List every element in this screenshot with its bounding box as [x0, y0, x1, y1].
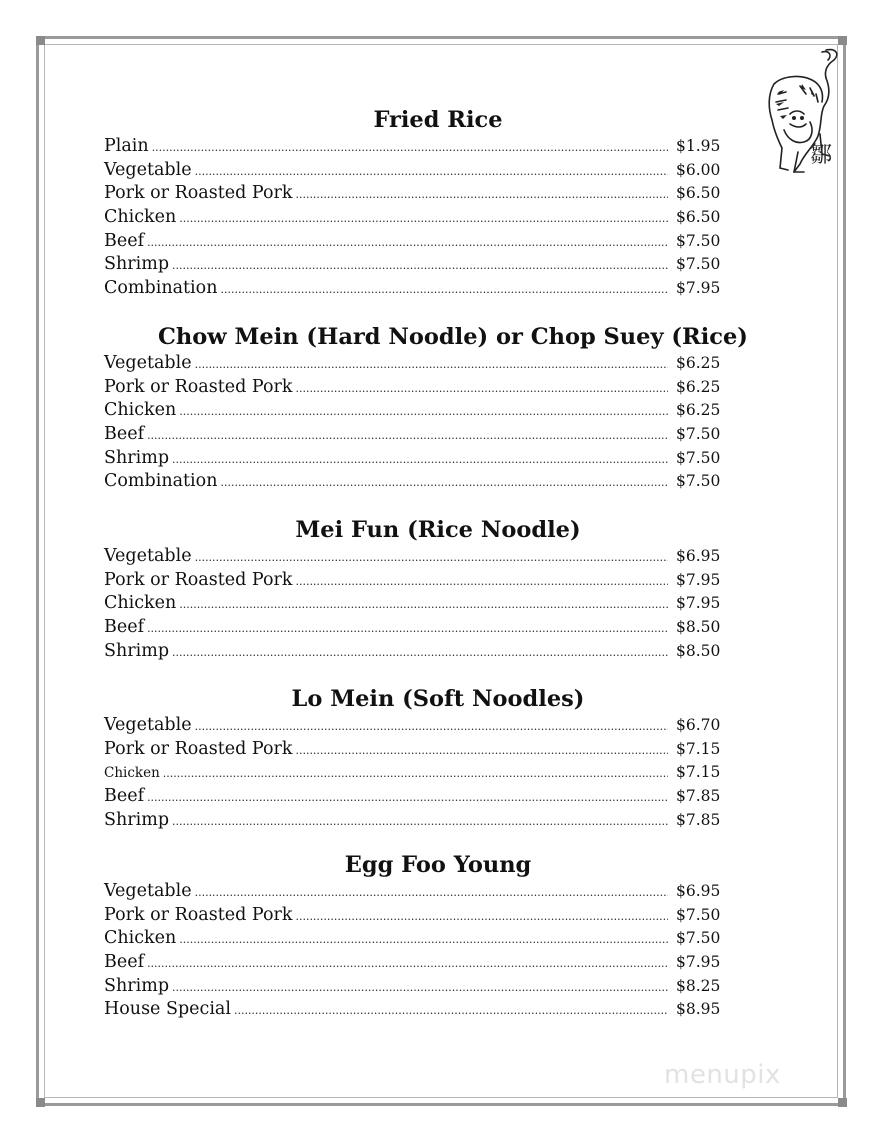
menu-item [104, 761, 721, 785]
dot-leader [195, 353, 668, 377]
item-name: Shrimp [104, 640, 170, 661]
dot-leader [172, 810, 668, 834]
item-price: $7.50 [676, 231, 721, 250]
menu-item [104, 904, 721, 928]
menu-item [104, 975, 721, 999]
item-name: Pork or Roasted Pork [104, 183, 293, 204]
item-price: $7.50 [676, 425, 721, 444]
dot-leader [195, 160, 668, 184]
dot-leader [295, 377, 668, 401]
dot-leader [179, 400, 668, 424]
dot-leader [179, 207, 668, 231]
item-price: $6.25 [676, 377, 721, 396]
dot-leader [163, 762, 668, 786]
section-title: Chow Mein (Hard Noodle) or Chop Suey (Rice) [158, 324, 748, 350]
menu-item [104, 352, 721, 376]
item-name: Chicken [104, 593, 177, 614]
item-name: Vegetable [104, 159, 192, 180]
menu-item [104, 423, 721, 447]
menu-item [104, 809, 721, 833]
item-price: $7.15 [676, 763, 721, 782]
item-price: $6.25 [676, 401, 721, 420]
dot-leader [152, 136, 668, 160]
section-fried-rice [104, 105, 721, 301]
dot-leader [195, 546, 668, 570]
section-mei-fun [104, 515, 721, 663]
item-price: $7.85 [676, 787, 721, 806]
item-name: Pork or Roasted Pork [104, 738, 293, 759]
item-name: Chicken [104, 400, 177, 421]
corner-ornament [838, 1098, 847, 1107]
item-price: $7.95 [676, 594, 721, 613]
item-name: Beef [104, 230, 145, 251]
item-name: Shrimp [104, 975, 170, 996]
watermark: menupix [664, 1060, 781, 1090]
menu-item [104, 785, 721, 809]
dot-leader [172, 976, 668, 1000]
menu-item [104, 399, 721, 423]
section-title: Egg Foo Young [344, 852, 532, 878]
menu-item [104, 569, 721, 593]
item-name: Beef [104, 617, 145, 638]
corner-ornament [36, 1098, 45, 1107]
item-name: Beef [104, 952, 145, 973]
dot-leader [147, 786, 668, 810]
menu-item [104, 253, 721, 277]
dot-leader [179, 928, 668, 952]
item-price: $7.95 [676, 570, 721, 589]
item-price: $8.95 [676, 1000, 721, 1019]
dot-leader [295, 183, 668, 207]
section-chow-mein [104, 322, 748, 494]
dot-leader [172, 641, 668, 665]
item-name: Plain [104, 136, 149, 156]
item-name: Shrimp [104, 254, 170, 275]
logo-character: 鄒 [810, 143, 833, 168]
dot-leader [295, 905, 668, 929]
item-price: $7.95 [676, 953, 721, 972]
item-price: $7.50 [676, 905, 721, 924]
item-price: $6.50 [676, 184, 721, 203]
item-name: Chicken [104, 928, 177, 949]
dot-leader [195, 715, 668, 739]
section-title: Fried Rice [373, 107, 503, 133]
item-name: Shrimp [104, 447, 170, 468]
dot-leader [172, 254, 668, 278]
item-price: $6.95 [676, 547, 721, 565]
dot-leader [147, 231, 668, 255]
item-name: Vegetable [104, 715, 192, 735]
menu-item [104, 738, 721, 762]
dot-leader [195, 881, 668, 905]
item-name: Beef [104, 786, 145, 807]
item-name: Vegetable [104, 546, 192, 566]
item-name: Chicken [104, 765, 160, 782]
item-name: Shrimp [104, 809, 170, 830]
dot-leader [172, 448, 668, 472]
menu-item [104, 206, 721, 230]
dot-leader [295, 739, 668, 763]
item-price: $6.25 [676, 354, 721, 372]
item-name: Beef [104, 424, 145, 445]
menu-item [104, 182, 721, 206]
item-price: $7.15 [676, 739, 721, 758]
dot-leader [220, 278, 668, 302]
menu-item [104, 277, 721, 301]
tiger-icon [760, 44, 842, 179]
tiger-logo [760, 44, 842, 179]
dot-leader [147, 617, 668, 641]
item-price: $8.50 [676, 618, 721, 637]
menu-item [104, 447, 721, 471]
item-price: $8.25 [676, 976, 721, 995]
item-name: Pork or Roasted Pork [104, 904, 293, 925]
dot-leader [220, 471, 668, 495]
item-price: $8.50 [676, 641, 721, 660]
dot-leader [147, 952, 668, 976]
menu-item [104, 159, 721, 183]
item-name: Vegetable [104, 881, 192, 901]
item-price: $1.95 [676, 137, 721, 155]
item-price: $6.95 [676, 882, 721, 900]
dot-leader [179, 593, 668, 617]
menu-item [104, 927, 721, 951]
item-name: House Special [104, 999, 231, 1020]
item-price: $6.70 [676, 716, 721, 734]
item-price: $7.85 [676, 810, 721, 829]
menu-item [104, 880, 721, 904]
menu-item [104, 376, 721, 400]
corner-ornament [36, 36, 45, 45]
item-price: $7.50 [676, 929, 721, 948]
item-price: $6.00 [676, 160, 721, 179]
item-price: $7.50 [676, 448, 721, 467]
item-price: $7.95 [676, 279, 721, 298]
menu-item [104, 545, 721, 569]
menu-item [104, 616, 721, 640]
dot-leader [295, 570, 668, 594]
section-egg-foo-young [104, 850, 721, 1022]
item-name: Combination [104, 278, 218, 299]
item-price: $7.50 [676, 255, 721, 274]
menu-item [104, 135, 721, 159]
menu-item [104, 951, 721, 975]
dot-leader [147, 424, 668, 448]
item-price: $6.50 [676, 208, 721, 227]
item-name: Pork or Roasted Pork [104, 376, 293, 397]
menu-item [104, 998, 721, 1022]
item-name: Pork or Roasted Pork [104, 569, 293, 590]
menu-item [104, 470, 721, 494]
item-name: Chicken [104, 207, 177, 228]
item-name: Vegetable [104, 353, 192, 373]
menu-item [104, 640, 721, 664]
item-price: $7.50 [676, 472, 721, 491]
section-lo-mein [104, 684, 721, 832]
menu-item [104, 592, 721, 616]
dot-leader [234, 999, 668, 1023]
menu-item [104, 230, 721, 254]
section-title: Lo Mein (Soft Noodles) [291, 686, 585, 712]
section-title: Mei Fun (Rice Noodle) [295, 517, 581, 543]
item-name: Combination [104, 471, 218, 492]
menu-item [104, 714, 721, 738]
